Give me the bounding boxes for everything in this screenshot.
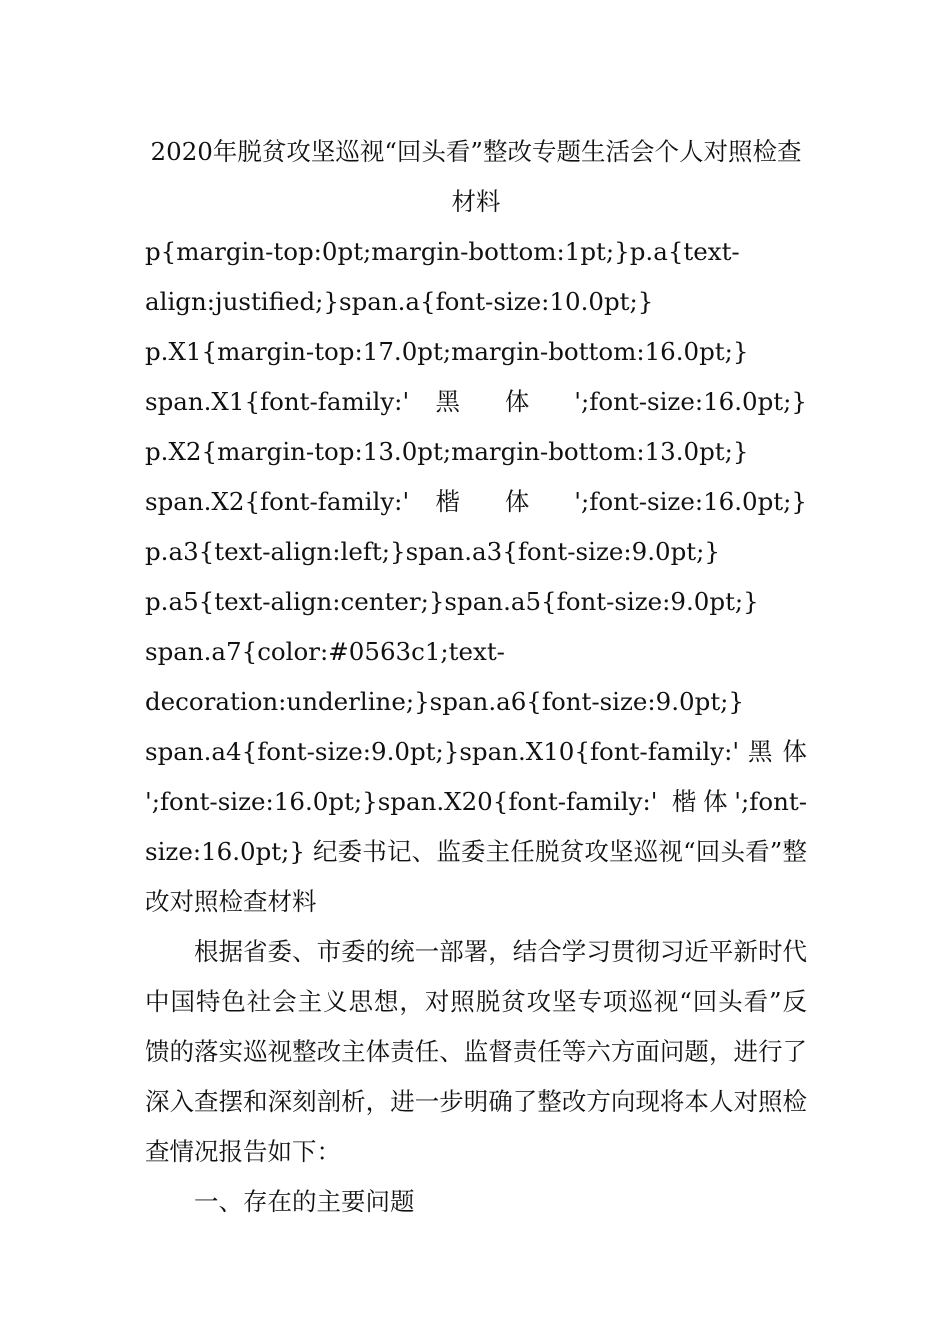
body-paragraph: 根据省委、市委的统一部署，结合学习贯彻习近平新时代中国特色社会主义思想，对照脱贫攻坚专项巡视“回头看”反馈的落实巡视整改主体责任、监督责任等六方面问题，进行了深入查摆和深刻剖析，进一步明确了整改方向现将本人对照检查情况报告如下： [145, 937, 807, 1166]
document-title: 2020年脱贫攻坚巡视“回头看”整改专题生活会个人对照检查材料 [150, 137, 802, 216]
document-content [145, 127, 807, 1227]
section-heading: 一、存在的主要问题 [194, 1187, 415, 1216]
embedded-style-text: p{margin-top:0pt;margin-bottom:1pt;}p.a{text-align:justified;}span.a{font-size:10.0pt;} p.X1{margin-top:17.0pt;margin-bottom:16.0pt;} span.X1{font-family:' 黑 体 ';font-size:16.0pt;} p.X2{margin-top:13.0pt;margin-bottom:13.0pt;} span.X2{font-family:' 楷 体 ';font-size:16.0pt;} p.a3{text-align:left;}span.a3{font-size:9.0pt;} p.a5{text-align:center;}span.a5{font-size:9.0pt;} span.a7{color:#0563c1;text-decoration:underline;}span.a6{font-size:9.0pt;} span.a4{font-size:9.0pt;}span.X10{font-family:' 黑 体 ';font-size:16.0pt;}span.X20{font-family:' 楷体';font-size:16.0pt;} 纪委书记、监委主任脱贫攻坚巡视“回头看”整改对照检查材料 [145, 237, 807, 916]
